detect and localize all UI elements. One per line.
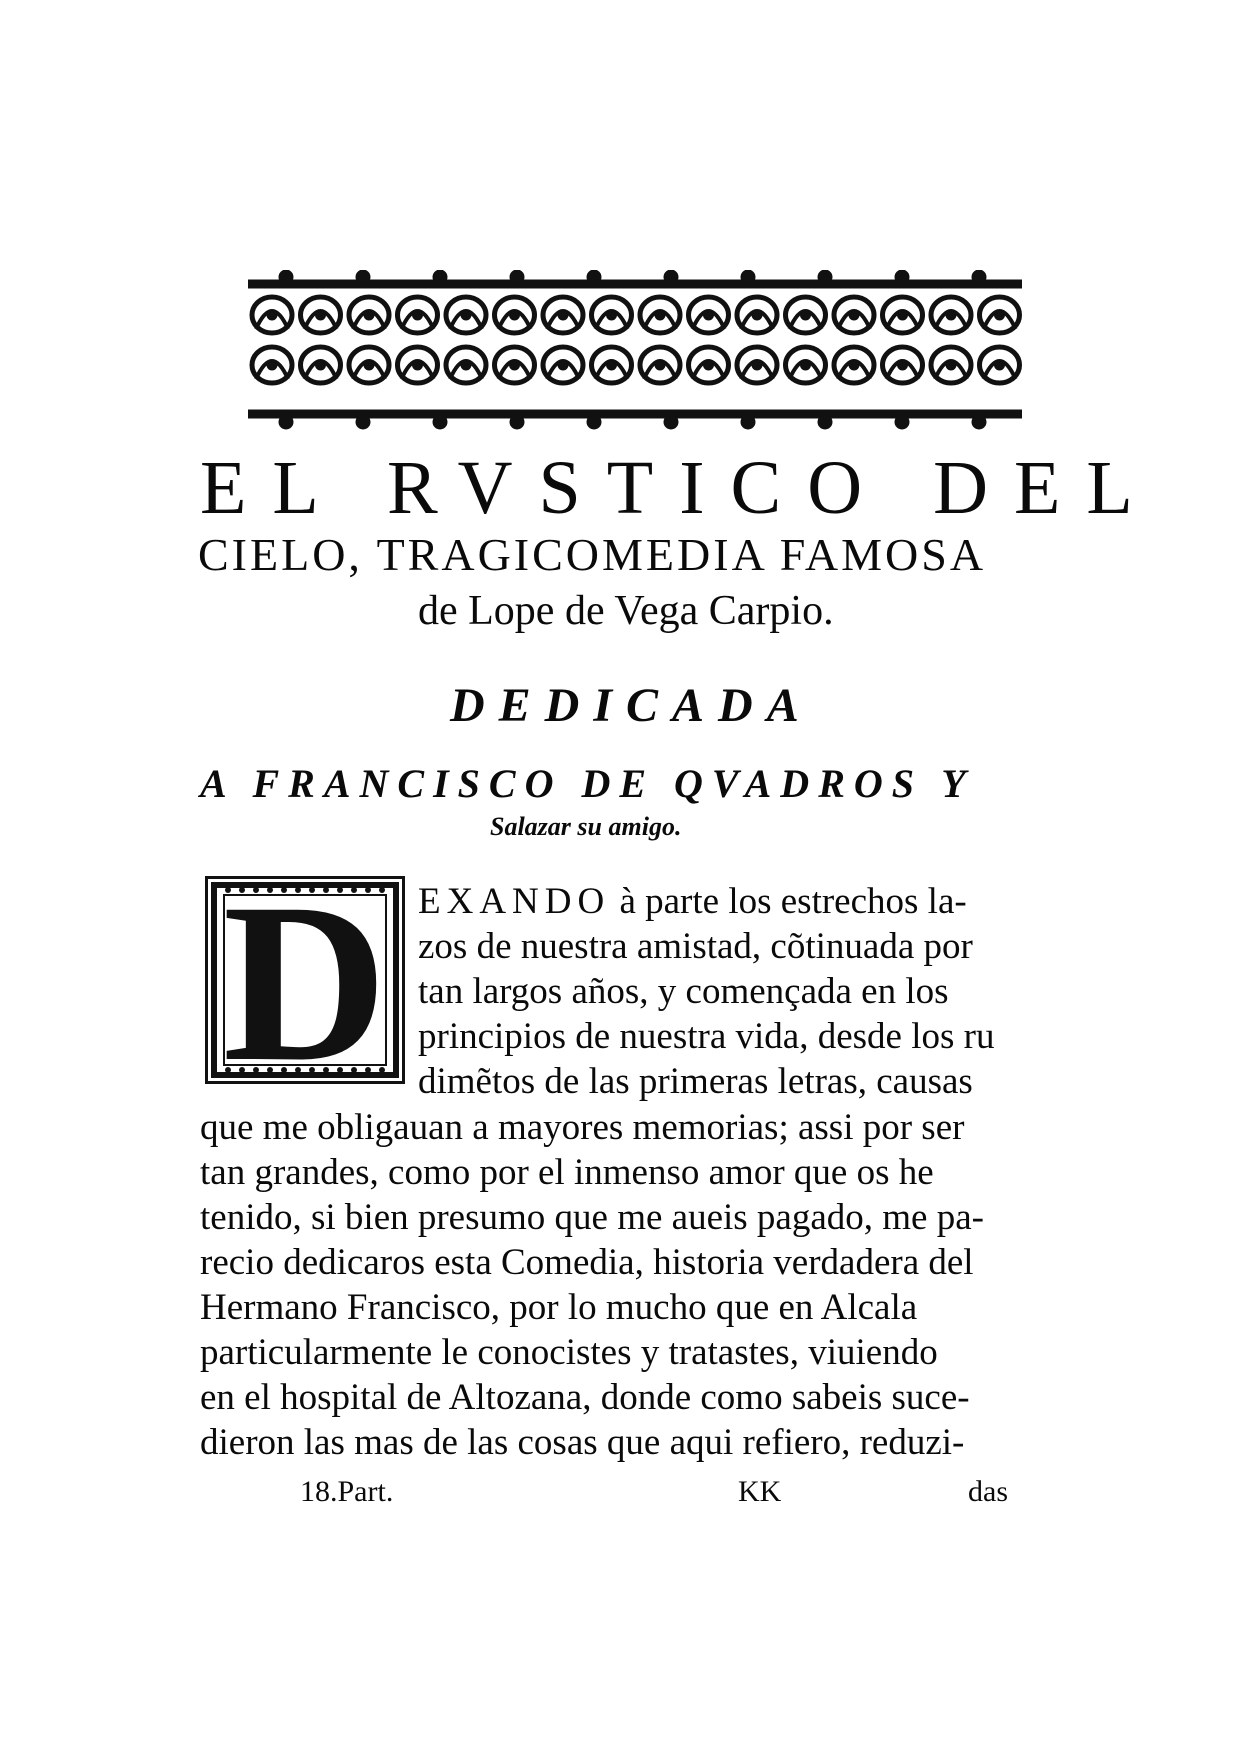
dedicatee-name: A FRANCISCO DE QVADROS Y xyxy=(200,761,975,806)
title-author: de Lope de Vega Carpio. xyxy=(418,588,834,634)
body-line-2: zos de nuestra amistad, cõtinuada por xyxy=(418,926,973,967)
ornamental-headpiece xyxy=(248,270,1022,430)
body-line-13: dieron las mas de las cosas que aqui refiero, reduzi- xyxy=(200,1422,965,1463)
initial-letter: D xyxy=(222,857,388,1109)
body-line-11: particularmente le conocistes y tratastes, viuiendo xyxy=(200,1332,938,1373)
footer-part: 18.Part. xyxy=(300,1475,394,1508)
first-word: EXANDO xyxy=(418,881,611,922)
decorated-initial xyxy=(205,857,405,1109)
dedicatee-name-cont: Salazar su amigo. xyxy=(490,812,682,841)
body-line-8: tenido, si bien presumo que me aueis pagado, me pa- xyxy=(200,1197,984,1238)
body-line-5: dimẽtos de las primeras letras, causas xyxy=(418,1061,973,1102)
body-line-10: Hermano Francisco, por lo mucho que en Alcala xyxy=(200,1287,918,1328)
body-line-12: en el hospital de Altozana, donde como sabeis suce- xyxy=(200,1377,970,1418)
body-line-4: principios de nuestra vida, desde los ru xyxy=(418,1016,995,1057)
dedication-heading: DEDICADA xyxy=(450,679,813,732)
body-line-6: que me obligauan a mayores memorias; assi por ser xyxy=(200,1107,965,1148)
body-line-9: recio dedicaros esta Comedia, historia verdadera del xyxy=(200,1242,974,1283)
footer-signature: KK xyxy=(738,1475,782,1508)
body-line-1: EXANDO à parte los estrechos la- xyxy=(418,881,967,922)
title-main: EL RVSTICO DEL xyxy=(200,446,1159,530)
title-subtitle: CIELO, TRAGICOMEDIA FAMOSA xyxy=(198,529,987,580)
footer-catchword: das xyxy=(968,1475,1008,1508)
body-line-3: tan largos años, y començada en los xyxy=(418,971,949,1012)
body-line-7: tan grandes, como por el inmenso amor que os he xyxy=(200,1152,934,1193)
